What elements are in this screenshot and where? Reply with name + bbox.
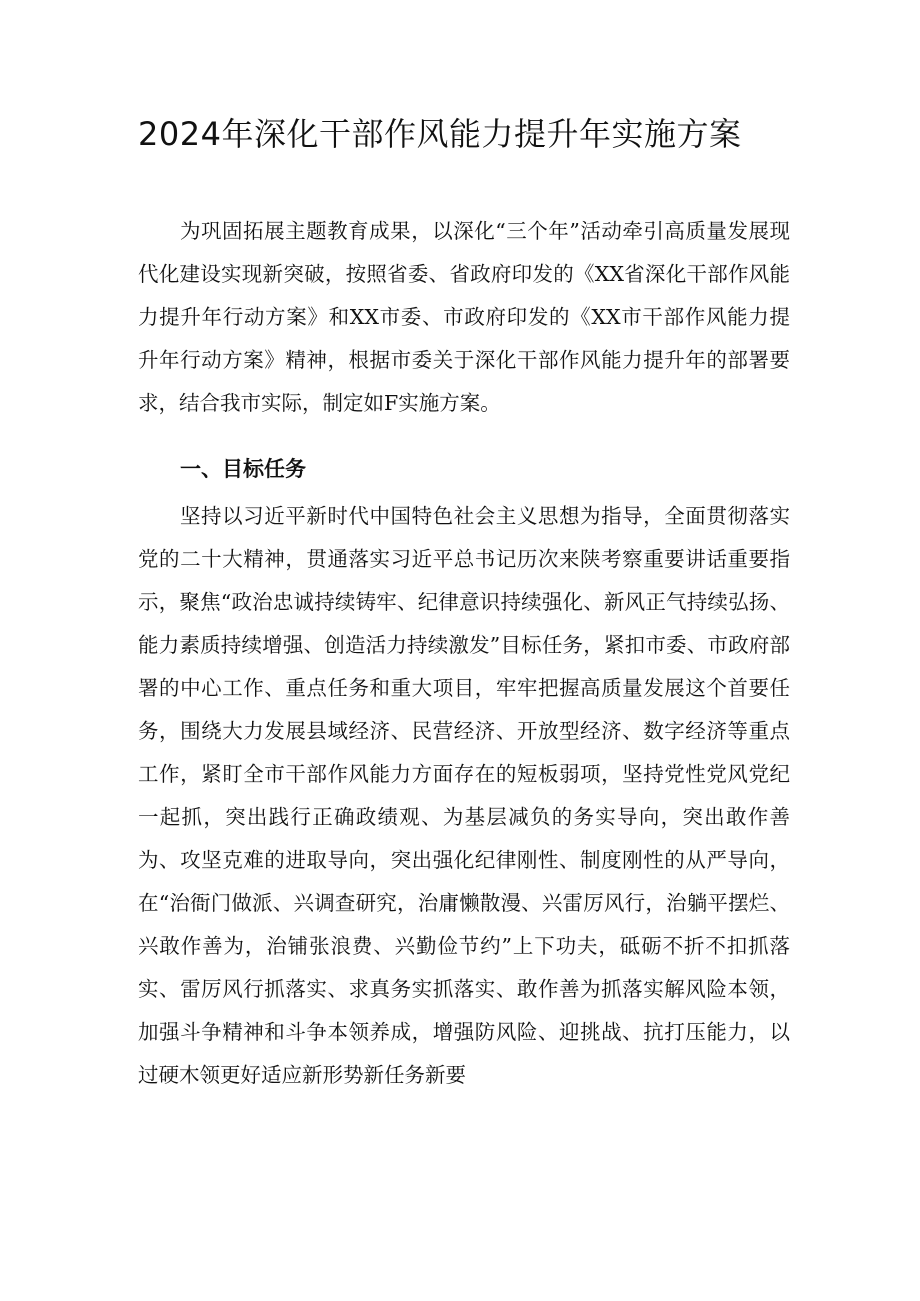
section-heading: 一、目标任务 [180,457,306,481]
intro-paragraph: 为巩固拓展主题教育成果，以深化“三个年”活动牵引高质量发展现代化建设实现新突破，按照省委、省政府印发的《XX省深化干部作风能力提升年行动方案》和XX市委、市政府印发的《XX市干部作风能力提升年行动方案》精神，根据市委关于深化干部作风能力提升年的部署要求，结合我市实际，制定如F实施方案。 [138,219,790,415]
document-title: 2024年深化干部作风能力提升年实施方案 [138,115,742,153]
section-body-paragraph: 坚持以习近平新时代中国特色社会主义思想为指导，全面贯彻落实党的二十大精神，贯通落实习近平总书记历次来陕考察重要讲话重要指示，聚焦“政治忠诚持续铸牢、纪律意识持续强化、新风正气持续弘扬、能力素质持续增强、创造活力持续激发”目标任务，紧扣市委、市政府部署的中心工作、重点任务和重大项目，牢牢把握高质量发展这个首要任务，围绕大力发展县域经济、民营经济、开放型经济、数字经济等重点工作，紧盯全市干部作风能力方面存在的短板弱项，坚持党性党风党纪一起抓，突出践行正确政绩观、为基层减负的务实导向，突出敢作善为、攻坚克难的进取导向，突出强化纪律刚性、制度刚性的从严导向，在“治衙门做派、兴调查研究，治庸懒散漫、兴雷厉风行，治躺平摆烂、兴敢作善为，治铺张浪费、兴勤俭节约”上下功夫，砥砺不折不扣抓落实、雷厉风行抓落实、求真务实抓落实、敢作善为抓落实解风险本领，加强斗争精神和斗争本领养成，增强防风险、迎挑战、抗打压能力，以过硬木领更好适应新形势新任务新要 [138,504,790,1087]
